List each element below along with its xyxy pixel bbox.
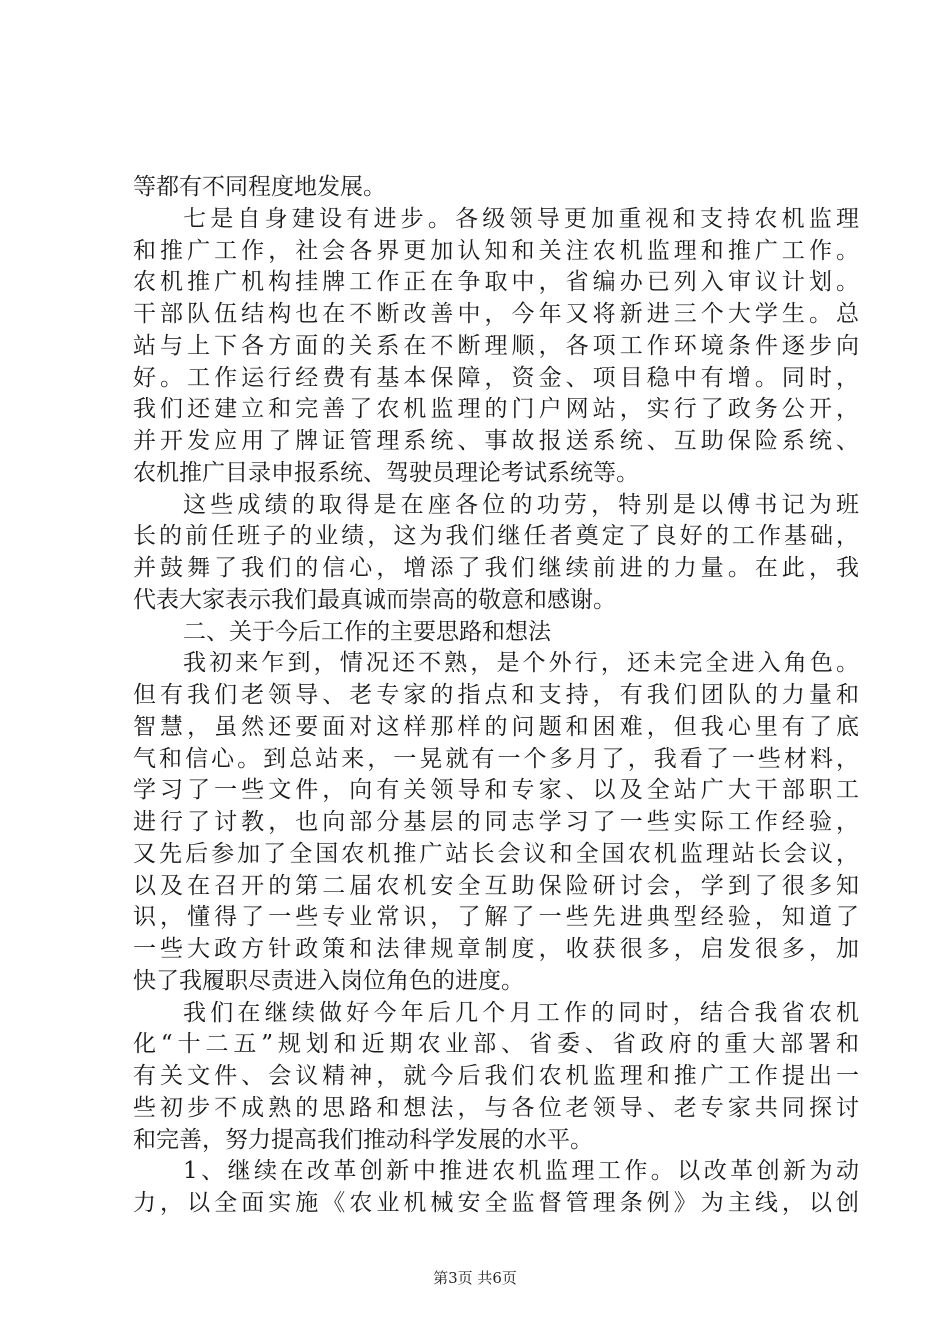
- text-line: 又先后参加了全国农机推广站长会议和全国农机监理站长会议，: [133, 840, 859, 867]
- text-line: 识，懂得了一些专业常识，了解了一些先进典型经验，知道了: [133, 904, 859, 931]
- text-line: 但有我们老领导、老专家的指点和支持，有我们团队的力量和: [133, 682, 859, 708]
- text-line: 我们在继续做好今年后几个月工作的同时，结合我省农机: [183, 999, 859, 1026]
- text-line: 农机推广机构挂牌工作正在争取中，省编办已列入审议计划。: [133, 269, 859, 296]
- text-line: 1、继续在改革创新中推进农机监理工作。以改革创新为动: [183, 1158, 859, 1185]
- text-line: 等都有不同程度地发展。: [133, 174, 386, 200]
- text-line: 我初来乍到，情况还不熟，是个外行，还未完全进入角色。: [183, 650, 859, 677]
- text-line: 以及在召开的第二届农机安全互助保险研讨会，学到了很多知: [133, 872, 859, 899]
- text-line: 好。工作运行经费有基本保障，资金、项目稳中有增。同时，: [133, 364, 859, 391]
- text-line: 我们还建立和完善了农机监理的门户网站，实行了政务公开，: [133, 396, 859, 423]
- text-line: 这些成绩的取得是在座各位的功劳，特别是以傅书记为班: [183, 491, 859, 518]
- text-line: 有关文件、会议精神，就今后我们农机监理和推广工作提出一: [133, 1063, 859, 1089]
- text-line: 和完善，努力提高我们推动科学发展的水平。: [133, 1126, 593, 1153]
- text-line: 一些大政方针政策和法律规章制度，收获很多，启发很多，加: [133, 936, 859, 962]
- text-line: 并开发应用了牌证管理系统、事故报送系统、互助保险系统、: [133, 428, 859, 454]
- page-number-footer: 第3页 共6页: [433, 1269, 517, 1287]
- text-line: 和推广工作，社会各界更加认知和关注农机监理和推广工作。: [133, 237, 859, 264]
- text-line: 干部队伍结构也在不断改善中，今年又将新进三个大学生。总: [133, 301, 859, 327]
- document-body: [133, 172, 859, 1220]
- text-line: 七是自身建设有进步。各级领导更加重视和支持农机监理: [183, 205, 859, 232]
- text-line: 长的前任班子的业绩，这为我们继任者奠定了良好的工作基础，: [133, 523, 859, 550]
- text-line: 代表大家表示我们最真诚而崇高的敬意和感谢。: [133, 586, 616, 613]
- text-line: 力，以全面实施《农业机械安全监督管理条例》为主线，以创: [133, 1190, 859, 1216]
- text-line: 学习了一些文件，向有关领导和专家、以及全站广大干部职工: [133, 777, 859, 804]
- text-line: 二、关于今后工作的主要思路和想法: [183, 618, 551, 645]
- text-line: 农机推广目录申报系统、驾驶员理论考试系统等。: [133, 459, 639, 486]
- text-line: 快了我履职尽责进入岗位角色的进度。: [133, 967, 524, 994]
- text-line: 些初步不成熟的思路和想法，与各位老领导、老专家共同探讨: [133, 1094, 859, 1121]
- text-line: 并鼓舞了我们的信心，增添了我们继续前进的力量。在此，我: [133, 555, 859, 581]
- text-line: 化“十二五”规划和近期农业部、省委、省政府的重大部署和: [133, 1031, 859, 1058]
- text-line: 站与上下各方面的关系在不断理顺，各项工作环境条件逐步向: [133, 332, 859, 359]
- text-line: 气和信心。到总站来，一晃就有一个多月了，我看了一些材料，: [133, 745, 859, 772]
- text-line: 进行了讨教，也向部分基层的同志学习了一些实际工作经验，: [133, 809, 859, 835]
- text-line: 智慧，虽然还要面对这样那样的问题和困难，但我心里有了底: [133, 713, 859, 740]
